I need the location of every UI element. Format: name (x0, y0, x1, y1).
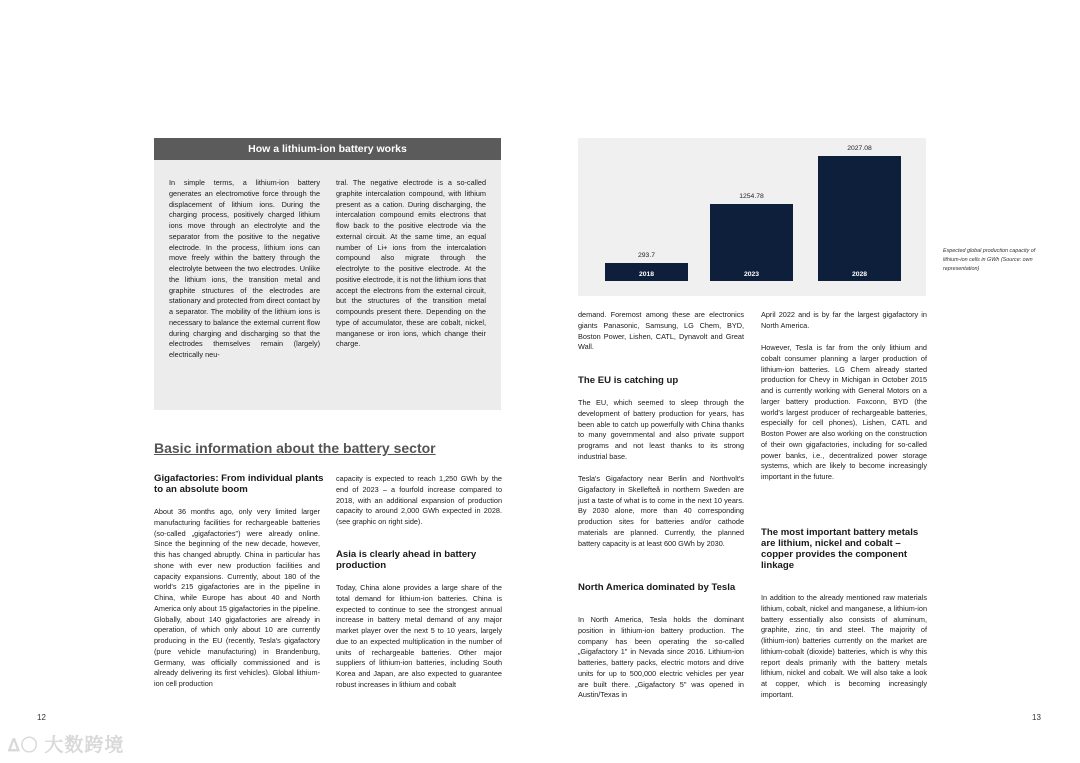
bar-value-label: 293.7 (637, 251, 655, 259)
watermark-text: 大数跨境 (44, 735, 125, 756)
bar-2023 (710, 204, 793, 281)
watermark-logo-icon: ᐃ〇 (8, 736, 45, 755)
gigafactories-heading: Gigafactories: From individual plants to an absolute boom (154, 473, 324, 495)
bar-category-label: 2028 (851, 271, 868, 278)
bar-category-label: 2018 (638, 271, 655, 278)
info-box-title: How a lithium-ion battery works (154, 138, 501, 160)
info-box (154, 138, 501, 410)
production-capacity-chart (578, 138, 926, 296)
bar-value-label: 1254.78 (739, 192, 764, 200)
metals-heading: The most important battery metals are lithium, nickel and cobalt – copper provides the component linkage (761, 527, 919, 571)
bar-2028 (818, 156, 901, 281)
asia-text: Today, China alone provides a large share of the total demand for lithium-ion batteries. China is expected to continue to see the strongest annual increase in battery metal demand of any major market player over the next 5 to 10 years, largely due to an expected multiplication in the number of units of rechargeable batteries. Other major suppliers of lithium-ion batteries, including South Korea and Japan, are also expected to guarantee robust increases in lithium and cobalt (336, 583, 502, 689)
chart-caption: Expected global production capacity of lithium-ion cells in GWh (Source: own representation) (943, 248, 1036, 272)
asia-heading: Asia is clearly ahead in battery production (336, 549, 477, 571)
info-box-col2: tral. The negative electrode is a so-called graphite intercalation compound, with lithium present as a cation. During discharging, the intercalation compound emits electrons that flow back to the positive electrode via the external circuit. At the same time, an equal number of Li+ ions from the intercalation compound also migrate through the electrolyte to the positive electrode. At the positive electrode, it is not the lithium ions that accept the electrons from the external circuit, but the structures of the transition metal compounds present there. Depending on the type of accumulator, these are cobalt, nickel, manganese or iron ions, which change their charge. (336, 178, 486, 349)
april-text: April 2022 and is by far the largest gigafactory in North America. (761, 310, 927, 330)
page-number-left: 12 (37, 713, 46, 722)
tesla-competitors-text: However, Tesla is far from the only lithium and cobalt consumer planning a larger production of lithium-ion batteries. LG Chem already started production for Chevy in Michigan in October 2015 and is currently working with General Motors on a larger battery production. Foxconn, BYD (the world's largest producer of rechargeable batteries, especially for cell phones), Lishen, CATL and Boston Power are also working on the construction of their own gigafactories, including for so-called power banks, i.e., decentralized power storage systems, which are likely to become increasingly important in the future. (761, 343, 927, 481)
north-america-text: In North America, Tesla holds the dominant position in lithium-ion battery production. The company has been operating the so-called „Gigafactory 1" in Nevada since 2016. Lithium-ion batteries, battery packs, electric motors and drive units for up to 500,000 electric vehicles per year are built there. „Gigafactory 5" was opened in Austin/Texas in (578, 615, 744, 700)
north-america-heading: North America dominated by Tesla (578, 582, 736, 593)
gigafactories-text: About 36 months ago, only very limited larger manufacturing facilities for rechargeable batteries (so-called „gigafactories") were already online. Since the beginning of the new decade, however, this has changed abruptly. China in particular has shone with ever new production facilities and capacity expansions. Currently, about 180 of the world's 215 gigafactories are in the pipeline in China, while Europe has about 40 and North America only about 15 gigafactories in the pipeline. Globally, about 140 gigafactories are already in operation, of which only about 10 are currently producing in the EU (recently, Tesla's gigafactory (pure vehicle manufacturing) in Brandenburg, Germany, was officially commissioned and is already delivering its first vehicles). Global lithium-ion cell production (154, 507, 320, 688)
section-title: Basic information about the battery sector (154, 440, 436, 456)
berlin-text: Tesla's Gigafactory near Berlin and Northvolt's Gigafactory in Skellefteå in northern Sweden are just a taste of what is to come in the next 10 years. By 2030 alone, more than 40 corresponding production sites for batteries and/or cathode materials are planned. Currently, the planned battery capacity is at least 600 GWh by 2030. (578, 474, 744, 548)
capacity-text: capacity is expected to reach 1,250 GWh by the end of 2023 – a fourfold increase compared to 2018, with an additional expansion of production capacity to around 2,000 GWh expected in 2028. (see graphic on right side). (336, 474, 502, 526)
demand-text: demand. Foremost among these are electronics giants Panasonic, Samsung, LG Chem, BYD, Boston Power, Lishen, CATL, Dynavolt and Great Wall. (578, 310, 744, 352)
watermark-logo (8, 730, 124, 757)
page-number-right: 13 (1032, 713, 1041, 722)
eu-heading: The EU is catching up (578, 375, 679, 386)
bar-category-label: 2023 (743, 271, 760, 278)
info-box-col1: In simple terms, a lithium-ion battery generates an electromotive force through the displacement of lithium ions. During the charging process, positively charged lithium ions move through an electrolyte and the separator from the positive to the negative electrode. In the process, lithium ions can move freely within the battery through the electrolyte between the two electrodes. Unlike the lithium ions, the transition metal and graphite structures of the electrodes are stationary and protected from direct contact by a separator. The mobility of the lithium ions is necessary to balance the external current flow during charging and discharging so that the electrodes themselves remain (largely) electrically neu- (169, 178, 320, 359)
bar-value-label: 2027.08 (847, 145, 872, 153)
eu-text: The EU, which seemed to sleep through the development of battery production for years, has been able to catch up powerfully with China thanks to many governmental and also private support programs and not least thanks to its strong industrial base. (578, 398, 744, 461)
metals-text: In addition to the already mentioned raw materials lithium, cobalt, nickel and manganese, a lithium-ion battery essentially also consists of aluminum, graphite, zinc, tin and steel. The majority of (lithium-ion) batteries currently on the market are lithium-cobalt (dioxide) batteries, which is why this report deals primarily with the battery metals lithium, nickel and cobalt. We will also take a look at copper, which is becoming increasingly important. (761, 593, 927, 699)
